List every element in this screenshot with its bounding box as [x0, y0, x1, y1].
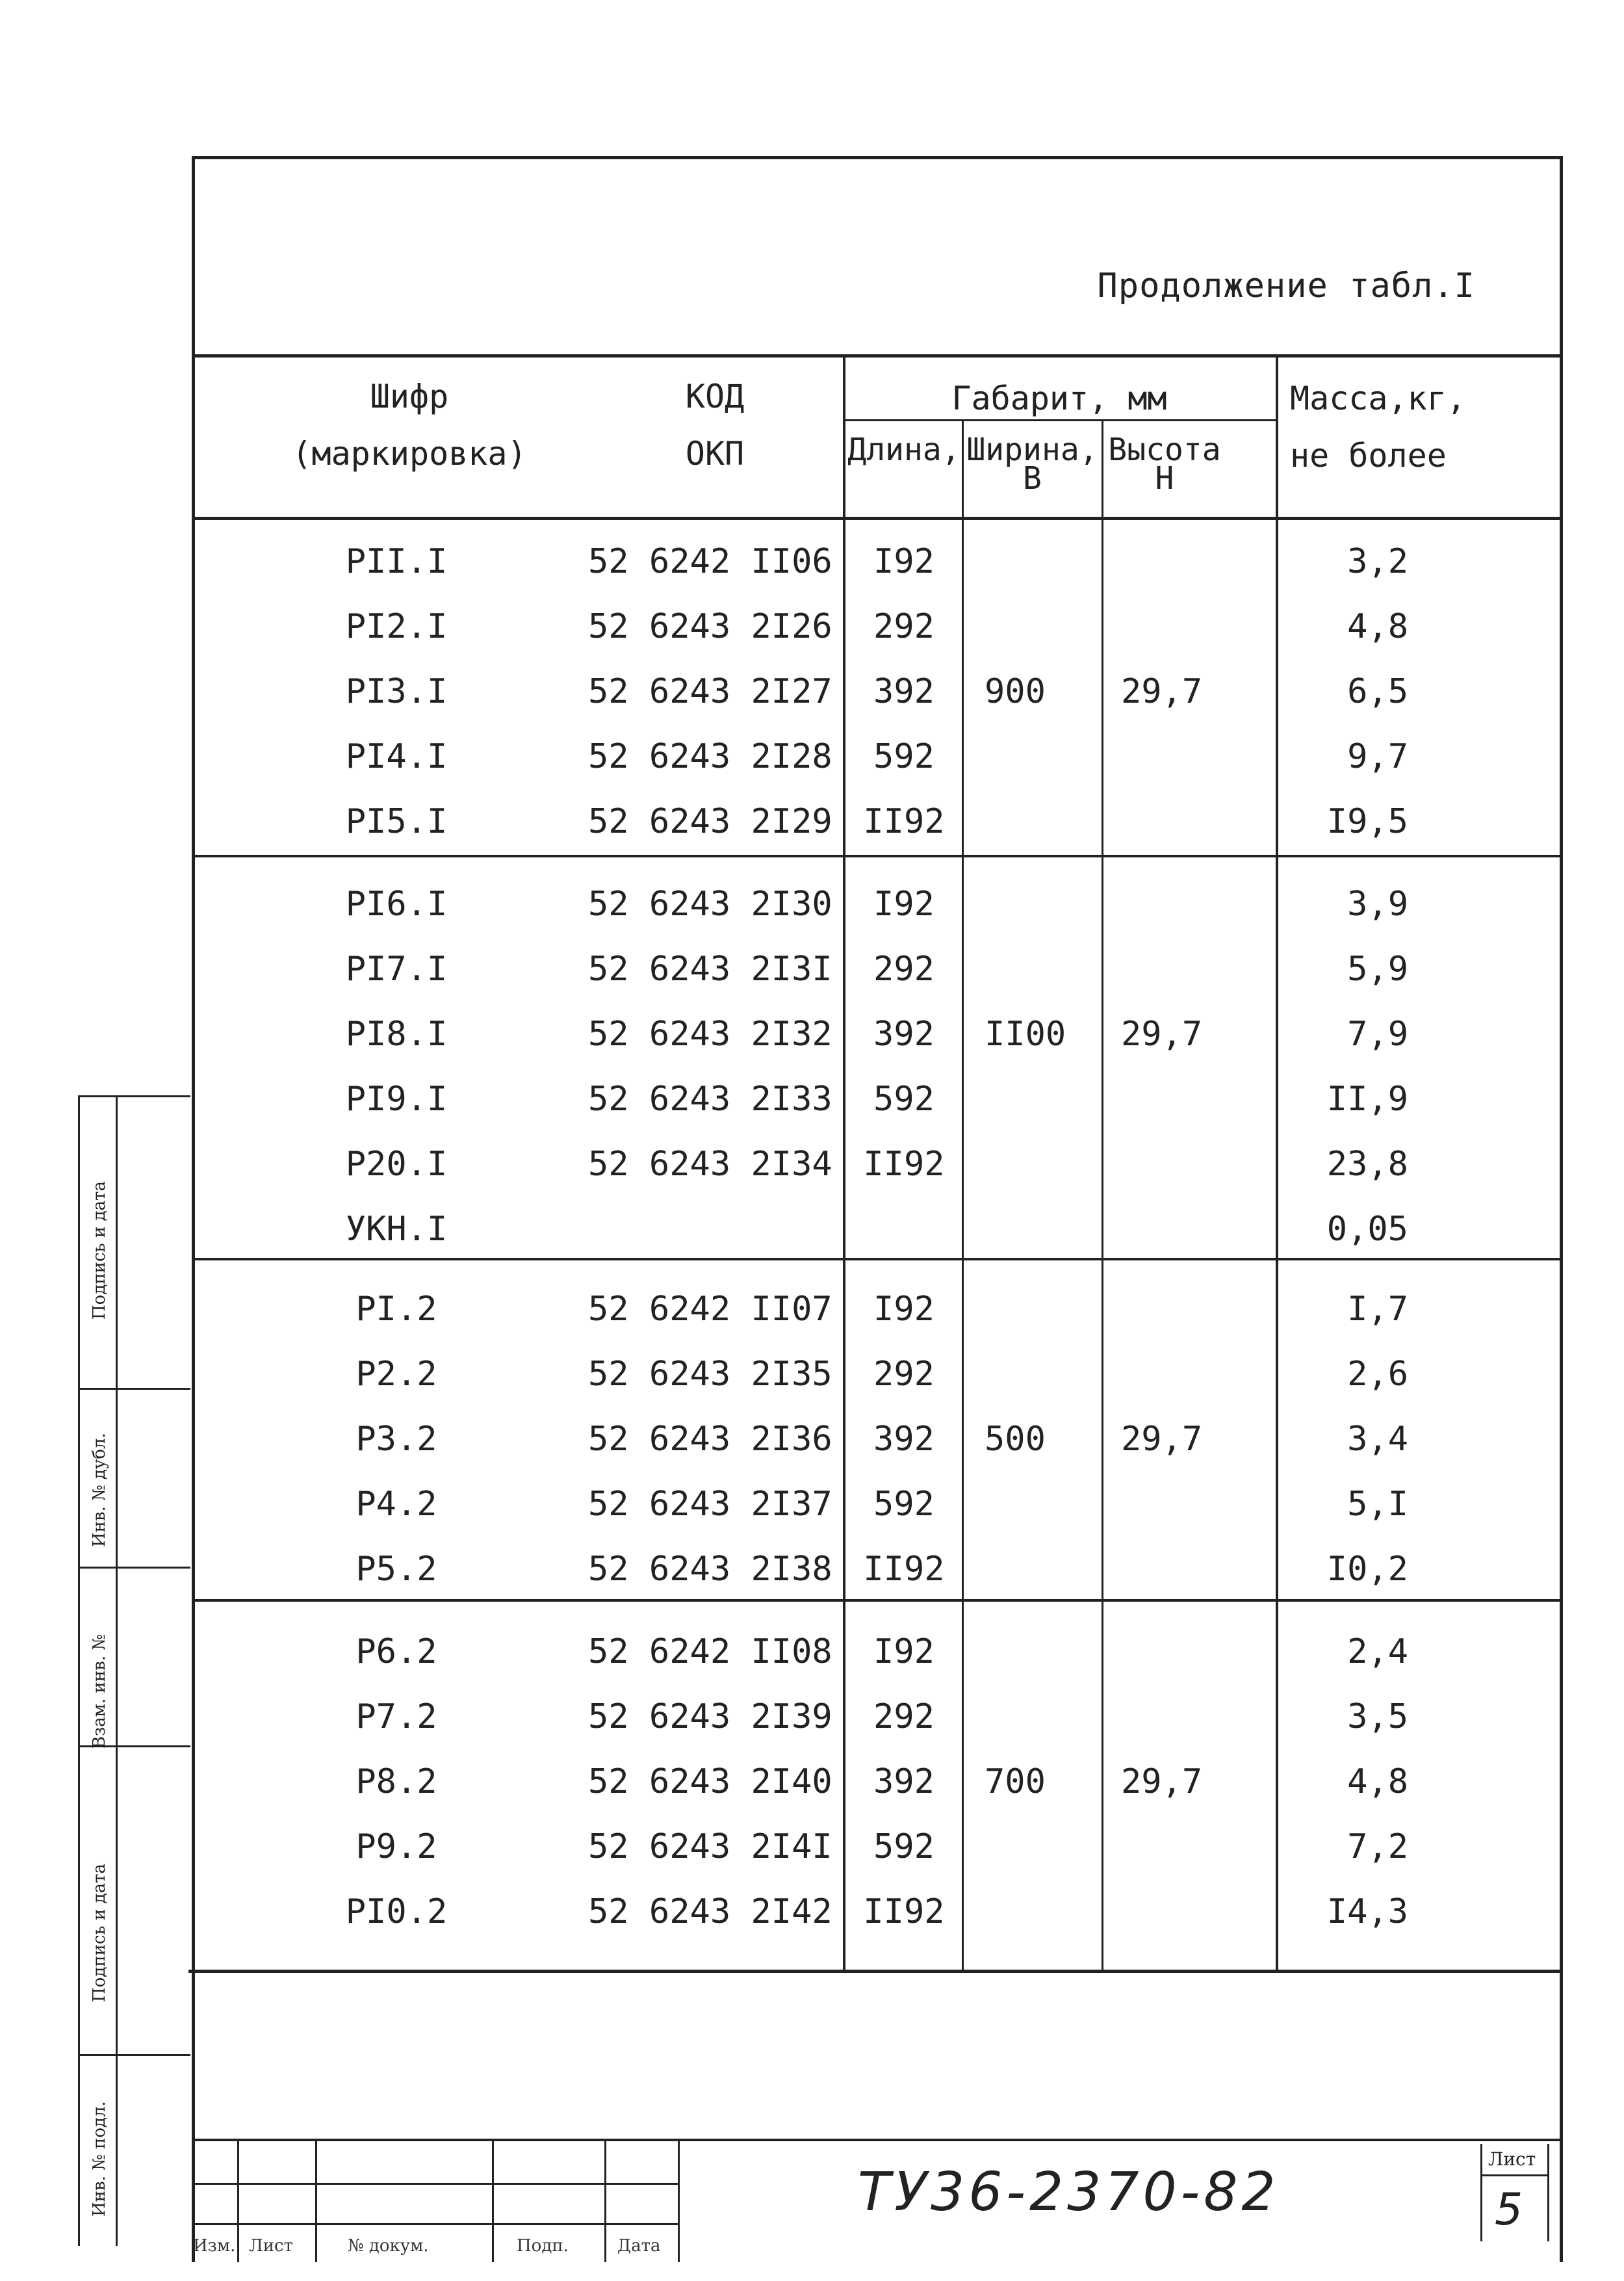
code-cell: 52 6242 II07	[588, 1290, 832, 1329]
header-height-label: Высота	[1108, 432, 1221, 468]
document-code: ТУ36-2370-82	[858, 2161, 1280, 2223]
header-mass-line1: Масса,кг,	[1290, 380, 1466, 417]
side-label-sign-date-bottom: Подпись и дата	[90, 1864, 109, 2002]
code-cell: 52 6243 2I37	[588, 1485, 832, 1524]
shifr-cell: P5.2	[355, 1550, 437, 1589]
header-gabarit: Габарит, мм	[951, 380, 1167, 417]
width-value: 900	[985, 672, 1046, 711]
table-top-rule	[192, 354, 1563, 358]
shifr-cell: P20.I	[345, 1145, 448, 1184]
header-width-label: Ширина,	[966, 432, 1098, 468]
code-cell: 52 6243 2I3I	[588, 950, 832, 989]
length-cell: 392	[873, 672, 934, 711]
side-vertical-rule	[116, 1095, 118, 2246]
col-length-width-divider	[962, 419, 964, 1970]
table-bottom-rule	[188, 1970, 1563, 1973]
group2-bottom-rule	[192, 1258, 1563, 1260]
code-cell: 52 6243 2I30	[588, 885, 832, 924]
tb-col-rule	[604, 2139, 606, 2262]
width-value: 700	[985, 1762, 1046, 1801]
code-cell: 52 6243 2I29	[588, 802, 832, 841]
shifr-cell: P9.2	[355, 1827, 437, 1866]
group1-bottom-rule	[192, 855, 1563, 857]
sheet-number: 5	[1495, 2184, 1523, 2235]
code-cell: 52 6242 II06	[588, 542, 832, 581]
height-value: 29,7	[1121, 1762, 1203, 1801]
header-width-symbol: В	[1023, 460, 1042, 497]
side-divider	[80, 2054, 190, 2056]
side-label-sign-date-top: Подпись и дата	[90, 1181, 109, 1320]
shifr-cell: PI8.I	[345, 1015, 448, 1054]
side-divider	[80, 1567, 190, 1569]
tb-top-rule	[192, 2139, 1563, 2141]
shifr-cell: P2.2	[355, 1355, 437, 1394]
length-cell: 592	[873, 1080, 934, 1119]
width-value: 500	[985, 1420, 1046, 1459]
mass-cell: 3,5	[1347, 1697, 1408, 1736]
mass-cell: I0,2	[1326, 1550, 1408, 1589]
mass-cell: 3,2	[1347, 542, 1408, 581]
shifr-cell: PI5.I	[345, 802, 448, 841]
continued-label: Продолжение табл.I	[1097, 267, 1475, 306]
tb-label-doc-num: № докум.	[348, 2236, 429, 2256]
code-cell: 52 6243 2I42	[588, 1892, 832, 1931]
mass-cell: II,9	[1326, 1080, 1408, 1119]
gabarit-under-rule	[845, 419, 1277, 421]
col-width-height-divider	[1102, 419, 1103, 1970]
shifr-cell: P7.2	[355, 1697, 437, 1736]
height-value: 29,7	[1121, 1420, 1203, 1459]
shifr-cell: P6.2	[355, 1632, 437, 1671]
shifr-cell: PI6.I	[345, 885, 448, 924]
length-cell: II92	[863, 1145, 945, 1184]
length-cell: II92	[863, 802, 945, 841]
header-shifr-line1: Шифр	[370, 378, 449, 415]
mass-cell: 5,9	[1347, 950, 1408, 989]
side-divider	[80, 1095, 190, 1097]
height-value: 29,7	[1121, 672, 1203, 711]
length-cell: 592	[873, 1827, 934, 1866]
code-cell: 52 6243 2I40	[588, 1762, 832, 1801]
length-cell: 292	[873, 950, 934, 989]
tb-col-rule	[678, 2139, 680, 2262]
code-cell: 52 6243 2I28	[588, 737, 832, 776]
tb-col-rule	[237, 2139, 239, 2262]
length-cell: 292	[873, 607, 934, 646]
length-cell: 392	[873, 1762, 934, 1801]
tb-label-date: Дата	[617, 2236, 661, 2256]
code-cell: 52 6243 2I32	[588, 1015, 832, 1054]
length-cell: II92	[863, 1550, 945, 1589]
header-mass	[1290, 380, 1537, 475]
mass-cell: 0,05	[1326, 1210, 1408, 1249]
mass-cell: 2,4	[1347, 1632, 1408, 1671]
shifr-cell: УКН.I	[345, 1210, 448, 1249]
shifr-cell: PI4.I	[345, 737, 448, 776]
header-shifr-line2: (маркировка)	[292, 435, 527, 473]
header-width	[963, 432, 1102, 497]
header-shifr	[247, 378, 572, 473]
mass-cell: 3,4	[1347, 1420, 1408, 1459]
shifr-cell: PI7.I	[345, 950, 448, 989]
sheet-box-rule	[1480, 2174, 1547, 2176]
code-cell: 52 6243 2I4I	[588, 1827, 832, 1866]
side-label-inv-dubl: Инв. № дубл.	[90, 1433, 109, 1547]
code-cell: 52 6243 2I34	[588, 1145, 832, 1184]
code-cell: 52 6243 2I26	[588, 607, 832, 646]
code-cell: 52 6243 2I27	[588, 672, 832, 711]
shifr-cell: P8.2	[355, 1762, 437, 1801]
tb-col-rule	[492, 2139, 494, 2262]
code-cell: 52 6243 2I36	[588, 1420, 832, 1459]
length-cell: 392	[873, 1420, 934, 1459]
code-cell: 52 6242 II08	[588, 1632, 832, 1671]
length-cell: I92	[873, 1632, 934, 1671]
shifr-cell: P3.2	[355, 1420, 437, 1459]
length-cell: 292	[873, 1697, 934, 1736]
sheet-label: Лист	[1488, 2148, 1536, 2170]
shifr-cell: PI0.2	[345, 1892, 448, 1931]
header-code-line1: КОД	[685, 378, 745, 415]
mass-cell: 2,6	[1347, 1355, 1408, 1394]
length-cell: 392	[873, 1015, 934, 1054]
header-code	[624, 378, 806, 473]
mass-cell: 7,2	[1347, 1827, 1408, 1866]
header-height-symbol: Н	[1155, 460, 1174, 497]
header-mass-line2: не более	[1290, 437, 1447, 475]
code-cell: 52 6243 2I35	[588, 1355, 832, 1394]
mass-cell: 9,7	[1347, 737, 1408, 776]
shifr-cell: PI3.I	[345, 672, 448, 711]
length-cell: II92	[863, 1892, 945, 1931]
code-cell: 52 6243 2I39	[588, 1697, 832, 1736]
header-bottom-rule	[192, 517, 1563, 520]
mass-cell: 4,8	[1347, 1762, 1408, 1801]
width-value: II00	[985, 1015, 1066, 1054]
tb-label-izm: Изм.	[193, 2236, 236, 2256]
header-height	[1103, 432, 1226, 497]
mass-cell: I9,5	[1326, 802, 1408, 841]
mass-cell: 3,9	[1347, 885, 1408, 924]
length-cell: I92	[873, 542, 934, 581]
group3-bottom-rule	[192, 1599, 1563, 1602]
shifr-cell: PII.I	[345, 542, 448, 581]
shifr-cell: PI.2	[355, 1290, 437, 1329]
length-cell: I92	[873, 1290, 934, 1329]
side-label-inv-podl: Инв. № подл.	[90, 2101, 109, 2217]
mass-cell: 5,I	[1347, 1485, 1408, 1524]
mass-cell: I4,3	[1326, 1892, 1408, 1931]
height-value: 29,7	[1121, 1015, 1203, 1054]
side-label-vzam-inv: Взам. инв. №	[90, 1634, 109, 1749]
mass-cell: 4,8	[1347, 607, 1408, 646]
mass-cell: 7,9	[1347, 1015, 1408, 1054]
code-cell: 52 6243 2I38	[588, 1550, 832, 1589]
header-length: Длина,	[847, 432, 960, 468]
shifr-cell: PI9.I	[345, 1080, 448, 1119]
shifr-cell: P4.2	[355, 1485, 437, 1524]
tb-label-podp: Подп.	[517, 2236, 569, 2256]
length-cell: 592	[873, 737, 934, 776]
side-divider	[80, 1388, 190, 1390]
shifr-cell: PI2.I	[345, 607, 448, 646]
mass-cell: 23,8	[1326, 1145, 1408, 1184]
mass-cell: 6,5	[1347, 672, 1408, 711]
length-cell: 292	[873, 1355, 934, 1394]
length-cell: I92	[873, 885, 934, 924]
header-code-line2: ОКП	[685, 435, 745, 473]
length-cell: 592	[873, 1485, 934, 1524]
mass-cell: I,7	[1347, 1290, 1408, 1329]
code-cell: 52 6243 2I33	[588, 1080, 832, 1119]
tb-label-list: Лист	[249, 2236, 293, 2256]
tb-col-rule	[315, 2139, 317, 2262]
